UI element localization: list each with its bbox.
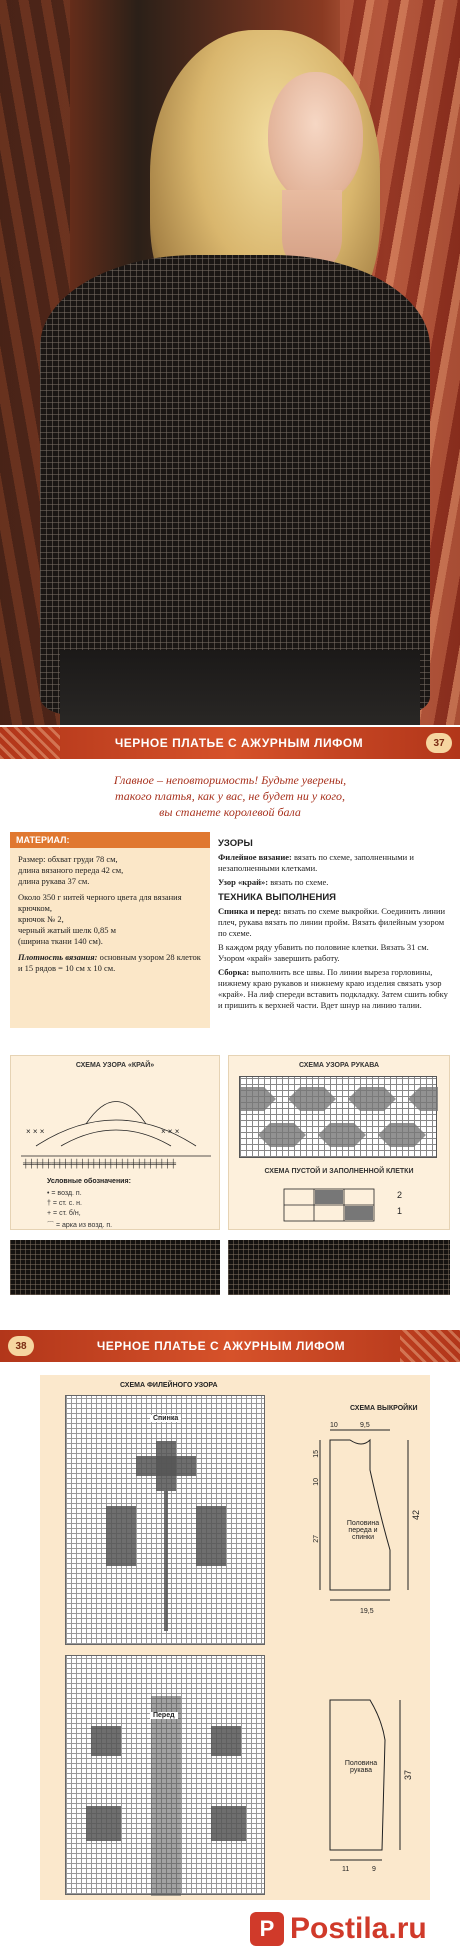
silk-text: черный жатый шелк 0,85 м xyxy=(18,925,116,935)
dim-left-lower: 27 xyxy=(313,1535,320,1543)
legend-title: Условные обозначения: xyxy=(47,1178,131,1185)
assembly-label: Сборка: xyxy=(218,967,250,977)
silk-width-text: (ширина ткани 140 см). xyxy=(18,936,103,946)
dim-sleeve-bottom-right: 9 xyxy=(372,1866,376,1873)
motif-cells xyxy=(136,1456,196,1476)
back-front-label: Спинка и перед: xyxy=(218,906,282,916)
edge-scheme-title: СХЕМА УЗОРА «КРАЙ» xyxy=(75,1062,155,1069)
legend-item: ⌒ = арка из возд. п. xyxy=(47,1222,113,1229)
row-label: 2 xyxy=(397,1190,403,1200)
size-text: Размер: обхват груди 78 см, xyxy=(18,854,118,864)
watermark-text: Postila.ru xyxy=(290,1912,427,1945)
motif-cells xyxy=(91,1726,121,1756)
motif-cells xyxy=(196,1506,226,1566)
model-face xyxy=(268,72,363,202)
motif-cells xyxy=(86,1806,121,1841)
technique-heading: ТЕХНИКА ВЫПОЛНЕНИЯ xyxy=(218,892,336,903)
dim-body-bottom: 19,5 xyxy=(360,1608,374,1615)
page-banner xyxy=(0,727,460,759)
row-label: 1 xyxy=(397,1206,403,1216)
front-filet-grid xyxy=(65,1655,265,1895)
dim-top-left: 10 xyxy=(330,1422,338,1429)
dim-sleeve-height: 37 xyxy=(403,1770,413,1781)
assembly-text: выполнить все швы. По линии выреза горловины, нижнему краю рукавов и нижнему краю изделия связать узор «край». На лиф спереди вставить подкладку. Затем сшить юбку и пришить к верхней части. Вдет шнур на линию талии. xyxy=(218,967,448,1010)
decrease-text: В каждом ряду убавить по половине клетки. Вязать 31 см. Узором «край» завершить работу. xyxy=(218,942,429,963)
sleeve-pattern-drawing xyxy=(290,1680,440,1880)
quote-line: вы станете королевой бала xyxy=(159,805,301,819)
quote-line: Главное – неповторимость! Будьте уверены, xyxy=(113,773,347,787)
filet-scheme-title: СХЕМА ФИЛЕЙНОГО УЗОРА xyxy=(120,1382,218,1389)
intro-quote xyxy=(40,772,420,820)
instructions-column xyxy=(218,834,450,1014)
lace-top xyxy=(40,255,430,715)
sleeve-scheme-title: СХЕМА УЗОРА РУКАВА xyxy=(298,1062,380,1069)
motif-cells xyxy=(211,1726,241,1756)
motif-cells xyxy=(164,1491,168,1631)
edge-scheme-diagram xyxy=(11,1074,221,1174)
materials-body xyxy=(10,848,210,1028)
density-title: Плотность вязания: xyxy=(18,952,98,962)
materials-box xyxy=(10,832,210,1032)
main-photo xyxy=(0,0,460,725)
legend-item: • = возд. п. xyxy=(47,1190,82,1197)
edge-scheme-panel xyxy=(10,1055,220,1230)
site-watermark xyxy=(250,1912,427,1946)
detail-photo-right xyxy=(228,1240,450,1295)
dim-sleeve-bottom-left: 11 xyxy=(342,1866,350,1873)
banner-title: ЧЕРНОЕ ПЛАТЬЕ С АЖУРНЫМ ЛИФОМ xyxy=(114,736,364,750)
banner-ornament-left xyxy=(0,727,60,759)
dim-left-upper: 15 xyxy=(313,1450,320,1458)
sleeve-scheme-panel xyxy=(228,1055,450,1230)
page2-number: 38 xyxy=(8,1336,34,1356)
patterns-heading: УЗОРЫ xyxy=(218,838,253,849)
quote-line: такого платья, как у вас, не будет ни у кого, xyxy=(114,789,346,803)
dim-body-height: 42 xyxy=(411,1510,421,1521)
detail-photo-left xyxy=(10,1240,220,1295)
dim-left-mid: 10 xyxy=(313,1478,320,1486)
body-piece-label: Половина переда и спинки xyxy=(346,1520,380,1541)
page2-banner xyxy=(0,1330,460,1362)
cells-scheme-title: СХЕМА ПУСТОЙ И ЗАПОЛНЕННОЙ КЛЕТКИ xyxy=(264,1168,414,1175)
page-number: 37 xyxy=(426,733,452,753)
back-label: Спинка xyxy=(150,1415,181,1422)
back-filet-grid xyxy=(65,1395,265,1645)
yarn-text: Около 350 г нитей черного цвета для вязания крючком, xyxy=(18,892,182,913)
legend-item: + = ст. б/н, xyxy=(47,1210,81,1217)
motif-cells xyxy=(106,1506,136,1566)
page2-banner-title: ЧЕРНОЕ ПЛАТЬЕ С АЖУРНЫМ ЛИФОМ xyxy=(96,1339,346,1353)
svg-text:╪╪╪╪╪╪╪╪╪╪╪╪╪╪╪╪╪╪╪╪╪╪╪╪╪╪╪: ╪╪╪╪╪╪╪╪╪╪╪╪╪╪╪╪╪╪╪╪╪╪╪╪╪╪╪ xyxy=(23,1159,177,1168)
legend-item: † = ст. с. н. xyxy=(47,1200,82,1207)
filet-text: вязать по схеме, заполненными и незаполненными клетками. xyxy=(218,852,414,873)
svg-text:× × ×: × × × xyxy=(161,1127,180,1136)
banner-ornament-right xyxy=(400,1330,460,1362)
black-skirt xyxy=(60,650,420,725)
sleeve-pattern-fills xyxy=(240,1077,438,1159)
dim-top-right: 9,5 xyxy=(360,1422,370,1429)
edge-label: Узор «край»: xyxy=(218,877,269,887)
sleeve-grid xyxy=(239,1076,437,1158)
back-front-text: вязать по схеме выкройки. Соединить линии плеч, рукава вязать по линии пройм. Вязать филейным узором по схеме. xyxy=(218,906,446,938)
svg-text:× × ×: × × × xyxy=(26,1127,45,1136)
edge-text: вязать по схеме. xyxy=(270,877,329,887)
hook-text: крючок № 2, xyxy=(18,914,64,924)
length-sleeve-text: длина рукава 37 см. xyxy=(18,876,90,886)
filet-label: Филейное вязание: xyxy=(218,852,292,862)
density-text: основным узором 28 клеток и 15 рядов = 10 см х 10 см. xyxy=(18,952,201,973)
postila-logo-icon: P xyxy=(250,1912,284,1946)
motif-cells xyxy=(211,1806,246,1841)
length-front-text: длина вязаного переда 42 см, xyxy=(18,865,124,875)
cells-diagram xyxy=(279,1184,389,1226)
front-label: Перед xyxy=(150,1712,178,1719)
motif-cells xyxy=(151,1696,181,1896)
pattern-scheme-title: СХЕМА ВЫКРОЙКИ xyxy=(350,1405,418,1412)
materials-header: МАТЕРИАЛ: xyxy=(10,832,210,848)
sleeve-piece-label: Половина рукава xyxy=(344,1760,378,1774)
